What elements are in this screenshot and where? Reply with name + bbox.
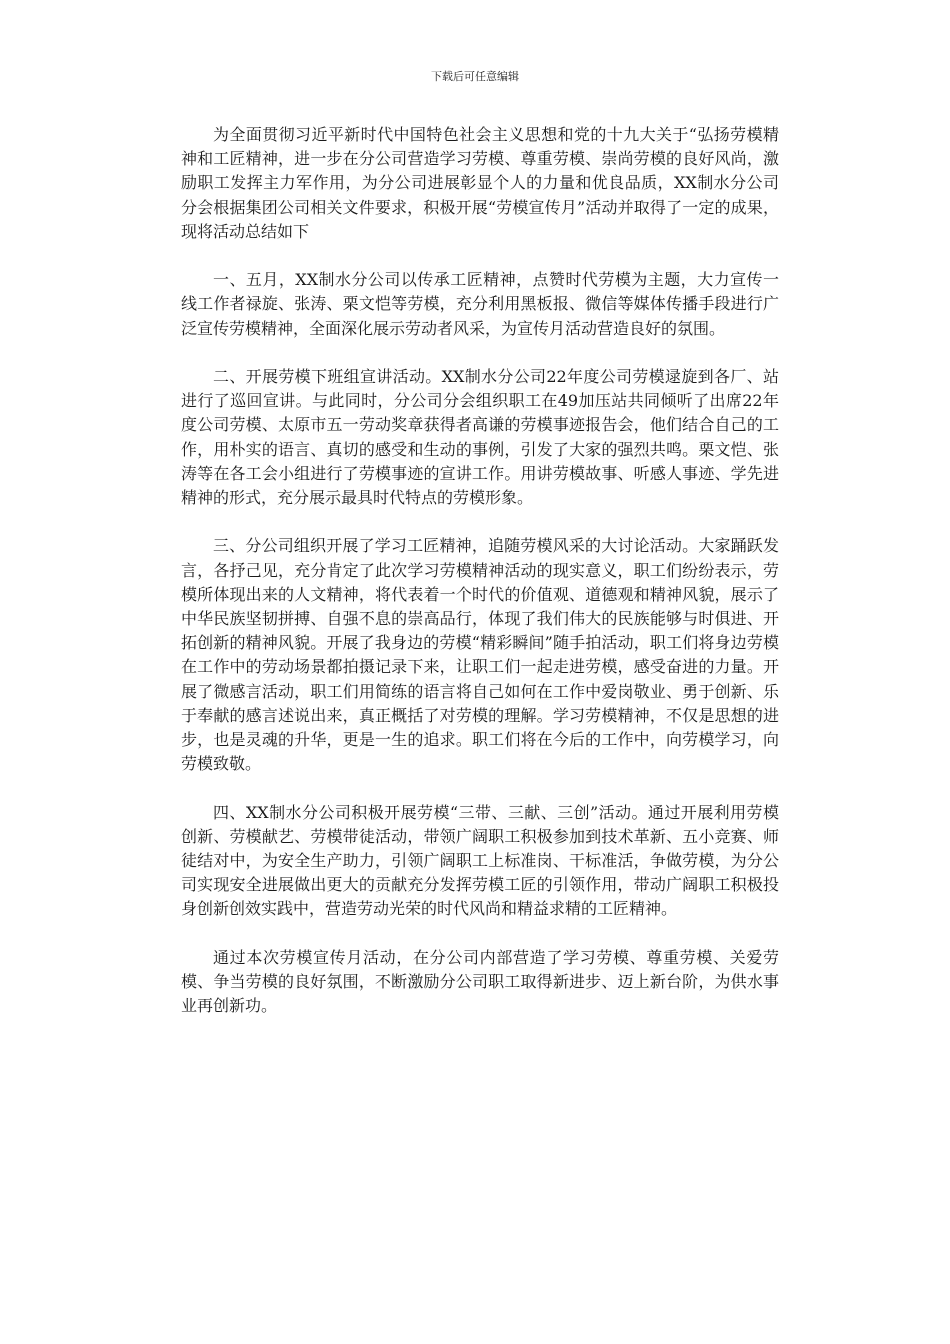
paragraph-section-1: 一、五月，XX制水分公司以传承工匠精神，点赞时代劳模为主题，大力宣传一线工作者禄旋、张涛、栗文恺等劳模，充分利用黑板报、微信等媒体传播手段进行广泛宣传劳模精神，全面深化展示劳动者风采，为宣传月活动营造良好的氛围。 [181, 270, 779, 338]
paragraph-section-2: 二、开展劳模下班组宣讲活动。XX制水分公司22年度公司劳模逯旋到各厂、站进行了巡回宣讲。与此同时，分公司分会组织职工在49加压站共同倾听了出席22年度公司劳模、太原市五一劳动奖章获得者高谦的劳模事迹报告会，他们结合自己的工作，用朴实的语言、真切的感受和生动的事例，引发了大家的强烈共鸣。栗文恺、张涛等在各工会小组进行了劳模事迹的宣讲工作。用讲劳模故事、听感人事迹、学先进精神的形式，充分展示最具时代特点的劳模形象。 [181, 367, 779, 508]
paragraph-intro: 为全面贯彻习近平新时代中国特色社会主义思想和党的十九大关于“弘扬劳模精神和工匠精神，进一步在分公司营造学习劳模、尊重劳模、崇尚劳模的良好风尚，激励职工发挥主力军作用，为分公司进展彰显个人的力量和优良品质，XX制水分公司分会根据集团公司相关文件要求，积极开展“劳模宣传月”活动并取得了一定的成果，现将活动总结如下 [181, 125, 779, 241]
header-note: 下载后可任意编辑 [431, 70, 519, 83]
paragraph-conclusion: 通过本次劳模宣传月活动，在分公司内部营造了学习劳模、尊重劳模、关爱劳模、争当劳模的良好氛围，不断激励分公司职工取得新进步、迈上新台阶，为供水事业再创新功。 [181, 947, 779, 1016]
paragraph-section-3: 三、分公司组织开展了学习工匠精神，追随劳模风采的大讨论活动。大家踊跃发言，各抒己见，充分肯定了此次学习劳模精神活动的现实意义，职工们纷纷表示，劳模所体现出来的人文精神，将代表着一个时代的价值观、道德观和精神风貌，展示了中华民族坚韧拼搏、自强不息的崇高品行，体现了我们伟大的民族能够与时俱进、开拓创新的精神风貌。开展了我身边的劳模“精彩瞬间”随手拍活动，职工们将身边劳模在工作中的劳动场景都拍摄记录下来，让职工们一起走进劳模，感受奋进的力量。开展了微感言活动，职工们用简练的语言将自己如何在工作中爱岗敬业、勇于创新、乐于奉献的感言述说出来，真正概括了对劳模的理解。学习劳模精神，不仅是思想的进步，也是灵魂的升华，更是一生的追求。职工们将在今后的工作中，向劳模学习，向劳模致敬。 [181, 536, 779, 774]
paragraph-section-4: 四、XX制水分公司积极开展劳模“三带、三献、三创”活动。通过开展利用劳模创新、劳模献艺、劳模带徒活动，带领广阔职工积极参加到技术革新、五小竞赛、师徒结对中，为安全生产助力，引领广阔职工上标准岗、干标准活，争做劳模，为分公司实现安全进展做出更大的贡献充分发挥劳模工匠的引领作用，带动广阔职工积极投身创新创效实践中，营造劳动光荣的时代风尚和精益求精的工匠精神。 [181, 802, 779, 919]
document-body [181, 123, 779, 1018]
